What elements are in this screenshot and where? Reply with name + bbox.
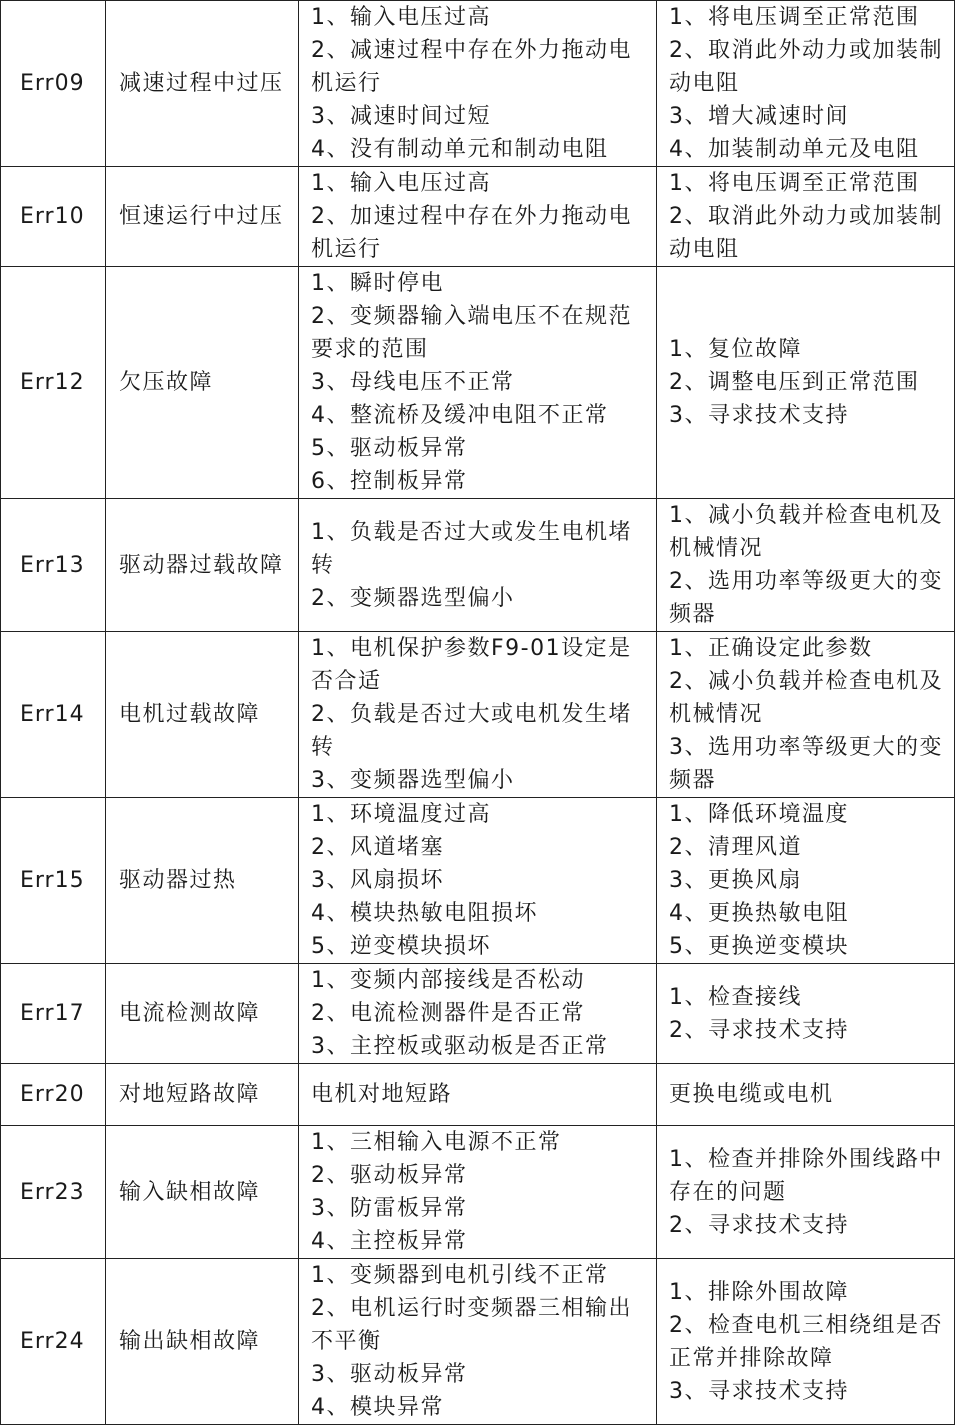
fault-fixes <box>657 964 955 1064</box>
fault-row <box>1 964 955 1064</box>
fault-causes <box>299 964 657 1064</box>
cause-item: 4、主控板异常 <box>311 1229 468 1254</box>
cause-item: 2、负载是否过大或电机发生堵转 <box>311 702 632 760</box>
fix-item: 2、取消此外动力或加装制动电阻 <box>669 204 943 262</box>
fix-item: 3、增大减速时间 <box>669 104 849 129</box>
fault-row <box>1 1 955 167</box>
cause-item: 3、变频器选型偏小 <box>311 768 515 793</box>
fault-name: 驱动器过热 <box>106 798 299 964</box>
fix-item: 1、降低环境温度 <box>669 802 849 827</box>
cause-item: 3、母线电压不正常 <box>311 370 515 395</box>
fix-item: 1、排除外围故障 <box>669 1279 849 1305</box>
fault-row <box>1 798 955 964</box>
fault-row <box>1 1259 955 1425</box>
fault-name: 驱动器过载故障 <box>106 499 299 632</box>
cause-item: 6、控制板异常 <box>311 469 468 494</box>
cause-item: 2、加速过程中存在外力拖动电机运行 <box>311 204 632 262</box>
fault-row <box>1 167 955 267</box>
cause-item: 3、防雷板异常 <box>311 1196 468 1221</box>
fault-causes <box>299 1126 657 1259</box>
cause-item: 2、驱动板异常 <box>311 1163 468 1188</box>
fix-item: 5、更换逆变模块 <box>669 934 849 959</box>
fix-item: 1、减小负载并检查电机及机械情况 <box>669 503 943 561</box>
cause-item: 5、逆变模块损坏 <box>311 934 491 959</box>
fault-code: Err09 <box>1 1 106 167</box>
fix-item: 2、选用功率等级更大的变频器 <box>669 569 943 627</box>
fix-item: 2、检查电机三相绕组是否正常并排除故障 <box>669 1312 943 1371</box>
fault-row <box>1 1064 955 1126</box>
fault-code: Err23 <box>1 1126 106 1259</box>
cause-item: 1、瞬时停电 <box>311 271 444 296</box>
fault-row <box>1 1126 955 1259</box>
cause-item: 3、风扇损坏 <box>311 868 444 893</box>
fix-item: 4、更换热敏电阻 <box>669 901 849 926</box>
fault-name: 对地短路故障 <box>106 1064 299 1126</box>
fault-fixes <box>657 632 955 798</box>
fix-item: 2、寻求技术支持 <box>669 1017 849 1043</box>
fix-item: 2、寻求技术支持 <box>669 1212 849 1238</box>
cause-item: 2、变频器输入端电压不在规范要求的范围 <box>311 304 632 362</box>
cause-item: 2、减速过程中存在外力拖动电机运行 <box>311 38 632 96</box>
fault-code: Err14 <box>1 632 106 798</box>
fault-row <box>1 499 955 632</box>
fault-name: 输入缺相故障 <box>106 1126 299 1259</box>
fix-item: 1、检查并排除外围线路中存在的问题 <box>669 1146 943 1205</box>
fault-code: Err12 <box>1 267 106 499</box>
fault-causes <box>299 267 657 499</box>
cause-item: 4、整流桥及缓冲电阻不正常 <box>311 403 609 428</box>
cause-item: 1、变频器到电机引线不正常 <box>311 1263 609 1288</box>
fault-fixes <box>657 1126 955 1259</box>
fix-item: 3、寻求技术支持 <box>669 403 849 428</box>
fix-item: 1、复位故障 <box>669 337 802 362</box>
fault-name: 恒速运行中过压 <box>106 167 299 267</box>
cause-item: 2、电机运行时变频器三相输出不平衡 <box>311 1296 632 1354</box>
fault-causes <box>299 798 657 964</box>
fix-item: 3、寻求技术支持 <box>669 1378 849 1404</box>
fault-code: Err13 <box>1 499 106 632</box>
fault-fixes <box>657 1259 955 1425</box>
fault-causes <box>299 499 657 632</box>
fault-causes <box>299 167 657 267</box>
cause-item: 1、负载是否过大或发生电机堵转 <box>311 519 632 578</box>
fix-item: 2、减小负载并检查电机及机械情况 <box>669 669 943 727</box>
cause-item: 电机对地短路 <box>311 1082 453 1107</box>
cause-item: 4、模块异常 <box>311 1395 444 1420</box>
fault-code: Err15 <box>1 798 106 964</box>
cause-item: 1、电机保护参数F9-01设定是否合适 <box>311 636 632 694</box>
fix-item: 更换电缆或电机 <box>669 1082 834 1107</box>
fault-name: 减速过程中过压 <box>106 1 299 167</box>
fault-row <box>1 267 955 499</box>
cause-item: 1、环境温度过高 <box>311 802 491 827</box>
fix-item: 3、更换风扇 <box>669 868 802 893</box>
fault-code: Err20 <box>1 1064 106 1126</box>
fault-fixes <box>657 798 955 964</box>
cause-item: 4、没有制动单元和制动电阻 <box>311 137 609 162</box>
fault-row <box>1 632 955 798</box>
cause-item: 3、主控板或驱动板是否正常 <box>311 1034 609 1059</box>
fault-causes <box>299 1 657 167</box>
cause-item: 2、电流检测器件是否正常 <box>311 1001 585 1026</box>
fix-item: 1、将电压调至正常范围 <box>669 5 920 30</box>
cause-item: 1、输入电压过高 <box>311 171 491 196</box>
fix-item: 3、选用功率等级更大的变频器 <box>669 735 943 793</box>
fault-causes <box>299 1259 657 1425</box>
cause-item: 2、变频器选型偏小 <box>311 585 515 611</box>
fix-item: 2、取消此外动力或加装制动电阻 <box>669 38 943 96</box>
fault-name: 输出缺相故障 <box>106 1259 299 1425</box>
fault-code: Err24 <box>1 1259 106 1425</box>
fault-code: Err10 <box>1 167 106 267</box>
fault-name: 电机过载故障 <box>106 632 299 798</box>
cause-item: 1、变频内部接线是否松动 <box>311 968 585 993</box>
fix-item: 2、清理风道 <box>669 835 802 860</box>
fault-name: 电流检测故障 <box>106 964 299 1064</box>
cause-item: 2、风道堵塞 <box>311 835 444 860</box>
fault-code: Err17 <box>1 964 106 1064</box>
fault-causes <box>299 1064 657 1126</box>
fault-fixes <box>657 1064 955 1126</box>
fix-item: 4、加装制动单元及电阻 <box>669 137 920 162</box>
cause-item: 1、三相输入电源不正常 <box>311 1130 562 1155</box>
fix-item: 1、检查接线 <box>669 984 802 1010</box>
fix-item: 2、调整电压到正常范围 <box>669 370 920 395</box>
fault-fixes <box>657 499 955 632</box>
cause-item: 5、驱动板异常 <box>311 436 468 461</box>
fix-item: 1、将电压调至正常范围 <box>669 171 920 196</box>
fault-fixes <box>657 167 955 267</box>
fault-fixes <box>657 267 955 499</box>
cause-item: 1、输入电压过高 <box>311 5 491 30</box>
cause-item: 4、模块热敏电阻损坏 <box>311 901 538 926</box>
fault-causes <box>299 632 657 798</box>
fault-fixes <box>657 1 955 167</box>
cause-item: 3、减速时间过短 <box>311 104 491 129</box>
cause-item: 3、驱动板异常 <box>311 1362 468 1387</box>
fix-item: 1、正确设定此参数 <box>669 636 873 661</box>
fault-name: 欠压故障 <box>106 267 299 499</box>
